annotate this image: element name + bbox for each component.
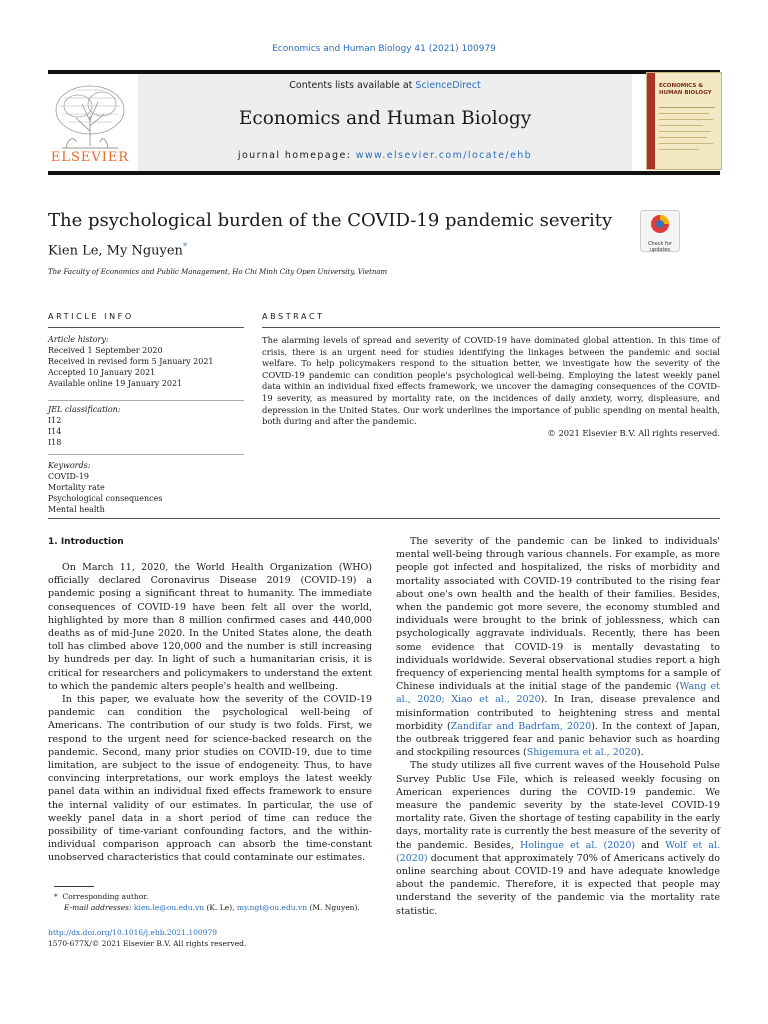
homepage-link[interactable]: www.elsevier.com/locate/ehb	[355, 150, 533, 161]
right-column	[396, 535, 720, 918]
email-label: E-mail addresses:	[64, 902, 134, 912]
homepage-prefix: journal homepage:	[237, 150, 356, 161]
email-link[interactable]: my.ngt@ou.edu.vn	[236, 902, 308, 912]
affiliation: The Faculty of Economics and Public Management, Ho Chi Minh City Open University, Vietnam	[48, 268, 388, 276]
keywords-label: Keywords:	[48, 461, 91, 470]
journal-reference-link[interactable]: Economics and Human Biology 41 (2021) 100979	[272, 44, 496, 54]
history-online: Available online 19 January 2021	[48, 379, 183, 388]
citation-link[interactable]: Wolf et al. (2020)	[396, 839, 720, 864]
citation-link[interactable]: Wang et al., 2020; Xiao et al., 2020	[396, 681, 720, 706]
journal-title: Economics and Human Biology	[238, 108, 532, 129]
check-updates-label: Check for updates	[648, 241, 672, 253]
paragraph	[396, 535, 720, 759]
history-accepted: Accepted 10 January 2021	[48, 368, 156, 377]
text-run: ). In the context of Japan, the outbreak triggered fear and panic behavior such as hoarding and stockpiling resources (	[396, 720, 720, 759]
keywords	[48, 460, 244, 515]
elsevier-logo	[48, 76, 132, 168]
issn-copyright: 1570-677X/© 2021 Elsevier B.V. All rights reserved.	[48, 938, 247, 948]
citation-link[interactable]: Holingue et al. (2020)	[519, 839, 636, 851]
jel-code: I12	[48, 416, 62, 425]
contents-prefix: Contents lists available at	[289, 80, 416, 91]
footnote-rule	[54, 886, 94, 887]
history-revised: Received in revised form 5 January 2021	[48, 357, 214, 366]
corresponding-note: Corresponding author.	[62, 892, 149, 901]
masthead-bottom-rule	[48, 171, 720, 175]
text-run: ).	[636, 747, 644, 759]
email-owner: (M. Nguyen).	[307, 902, 360, 912]
text-run: document that approximately 70% of Americans actively do online searching about COVID-19 and have adequate knowledge about the pandemic. Therefore, it is expected that people may understand the severity of the pandemic via the mortality rate statistic.	[396, 852, 720, 917]
jel-code: I18	[48, 438, 62, 447]
citation-link[interactable]: Shigemura et al., 2020	[526, 747, 637, 759]
homepage-line	[138, 150, 632, 161]
journal-cover-thumbnail[interactable]	[646, 72, 722, 170]
paragraph: In this paper, we evaluate how the severity of the COVID-19 pandemic can condition the psychological well-being of Americans. The contribution of our study is two folds. First, we respond to the urgent need for science-backed research on the pandemic. Second, many prior studies on COVID-19, due to time limitation, are subject to the issue of endogeneity. Thus, to have convincing interpretations, our work employs the latest weekly panel data within an individual fixed effects framework to ensure the internal validity of our estimates. In particular, the use of weekly panel data in a short period of time can reduce the possibility of time-variant confounding factors, and the within-individual comparison approach can absorb the time-constant unobserved characteristics that could contaminate our estimates.	[48, 694, 372, 864]
citation-link[interactable]: Zandifar and Badrfam, 2020	[450, 720, 592, 732]
footer	[48, 928, 408, 949]
email-owner: (K. Le),	[204, 902, 237, 912]
article-title: The psychological burden of the COVID-19 pandemic severity	[48, 210, 613, 231]
email-link[interactable]: kien.le@ou.edu.vn	[133, 902, 205, 912]
abstract-heading: ABSTRACT	[262, 312, 325, 321]
corresponding-author-mark[interactable]: *	[182, 242, 187, 251]
paragraph: On March 11, 2020, the World Health Organization (WHO) officially declared Coronavirus Disease 2019 (COVID-19) a pandemic posing a significant threat to humanity. The immediate consequences of COVID-19 have been felt all over the world, highlighted by more than 8 million confirmed cases and 440,000 deaths as of mid-June 2020. In the United States alone, the death toll has climbed above 120,000 and the number is still increasing by hundreds per day. In light of such a humanitarian crisis, it is critical for researchers and policymakers to understand the extent to which the pandemic alters people's health and wellbeing.	[48, 562, 372, 692]
text-run: ). In Iran, disease prevalence and misinformation contributed to heightening stress and mental morbidity (	[396, 694, 721, 732]
elsevier-wordmark: ELSEVIER	[50, 150, 130, 165]
jel-label: JEL classification:	[48, 405, 121, 414]
left-column	[48, 561, 372, 865]
jel-classification	[48, 404, 244, 448]
footnote-mark: *	[54, 892, 63, 901]
keyword: Psychological consequences	[48, 494, 163, 503]
info-divider-1	[48, 400, 244, 401]
history-received: Received 1 September 2020	[48, 346, 163, 355]
text-run: and	[635, 839, 666, 851]
authors-text: Kien Le, My Nguyen	[48, 243, 183, 259]
paragraph	[396, 759, 720, 917]
text-run: The severity of the pandemic can be linked to individuals' mental well-being through various channels. For example, as more people got infected and hospitalized, the risks of morbidity and mortality associated with COVID-19 contributed to the rising fear about one's own health and the health of their families. Besides, when the pandemic got more severe, the economy stumbled and individuals were brought to the brink of joblessness, which can psychologically aggravate individuals. Recently, there has been some evidence that COVID-19 is mentally devastating to individuals worldwide. Several observational studies report a high frequency of experiencing mental health symptoms for a sample of Chinese individuals at the initial stage of the pandemic (	[396, 536, 720, 693]
author-list	[48, 242, 187, 258]
abstract-bottom-rule	[48, 518, 720, 519]
sciencedirect-link[interactable]: ScienceDirect	[415, 80, 481, 91]
abstract-text: The alarming levels of spread and severity of COVID-19 have dominated global attention. In this time of crisis, there is an urgent need for studies identifying the linkages between the pandemic and social welfare. To help policymakers respond to the situation better, we investigate how the severity of the COVID-19 pandemic can condition people's psychological well-being. Employing the latest weekly panel data within an individual fixed effects framework, we uncover the damaging consequences of the COVID-19 severity, as measured by mortality rate, on the incidences of daily anxiety, worry, displeasure, and depression in the United States. Our work underlines the importance of public spending on mental health, both during and after the pandemic.	[262, 335, 720, 427]
cover-title: ECONOMICS & HUMAN BIOLOGY	[659, 83, 712, 96]
article-history	[48, 334, 244, 389]
keyword: Mental health	[48, 505, 105, 514]
info-divider-2	[48, 454, 244, 455]
jel-code: I14	[48, 427, 62, 436]
keyword: Mortality rate	[48, 483, 105, 492]
article-info-rule	[48, 327, 244, 328]
contents-line	[138, 80, 632, 91]
keyword: COVID-19	[48, 472, 89, 481]
abstract-rule	[262, 327, 720, 328]
footnotes	[54, 892, 374, 913]
doi-link[interactable]: http://dx.doi.org/10.1016/j.ehb.2021.100979	[48, 928, 217, 937]
text-run: The study utilizes all five current waves of the Household Pulse Survey Public Use File, which is released weekly focusing on American experiences during the COVID-19 pandemic. We measure the pandemic severity by the state-level COVID-19 mortality rate. Given the shortage of testing capability in the early days, mortality rate is currently the best measure of the severity of the pandemic. Besides,	[396, 760, 720, 851]
check-for-updates-button[interactable]	[640, 210, 680, 252]
article-info-heading: ARTICLE INFO	[48, 312, 134, 321]
history-label: Article history:	[48, 335, 109, 344]
check-updates-icon	[641, 211, 679, 237]
section-heading-introduction: 1. Introduction	[48, 537, 124, 547]
abstract-body	[262, 335, 720, 439]
abstract-copyright: © 2021 Elsevier B.V. All rights reserved.	[547, 427, 720, 438]
